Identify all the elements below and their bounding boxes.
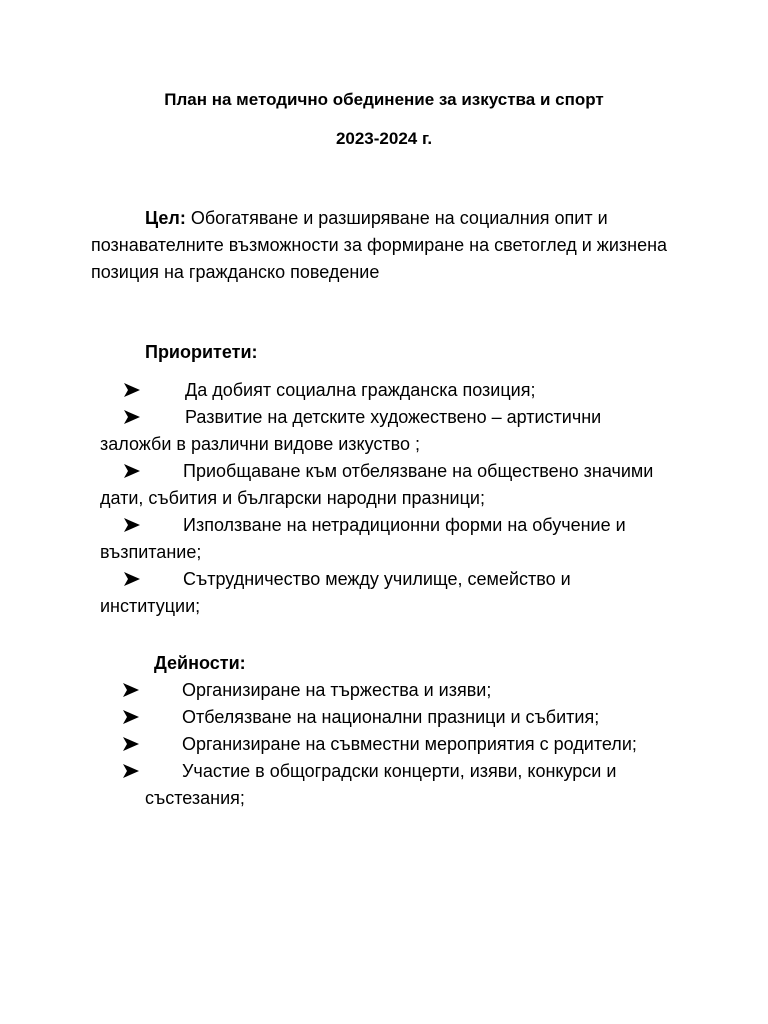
document-year: 2023-2024 г. — [335, 129, 433, 148]
priorities-list — [100, 377, 670, 620]
list-item — [100, 758, 680, 812]
arrowhead-bullet-icon — [123, 518, 141, 532]
arrowhead-bullet-icon — [123, 383, 141, 397]
priority-text: Приобщаване към отбелязване на обществено значими дати, събития и български народни празници; — [100, 461, 654, 508]
list-item — [100, 512, 670, 566]
list-item — [100, 377, 670, 404]
priority-text: Да добият социална гражданска позиция; — [185, 380, 536, 400]
priorities-heading: Приоритети: — [145, 342, 258, 362]
list-item — [100, 404, 670, 458]
goal-paragraph — [91, 205, 671, 286]
priority-text: Сътрудничество между училище, семейство и институции; — [100, 569, 571, 616]
arrowhead-bullet-icon — [123, 464, 141, 478]
activity-text: Организиране на съвместни мероприятия с родители; — [182, 734, 637, 754]
activities-list — [100, 677, 680, 812]
goal-text: Обогатяване и разширяване на социалния опит и познавателните възможности за формиране на светоглед и жизнена позиция на гражданско поведение — [91, 208, 668, 282]
arrowhead-bullet-icon — [122, 764, 140, 778]
list-item — [100, 458, 670, 512]
activity-text: Организиране на тържества и изяви; — [182, 680, 492, 700]
priority-text: Развитие на детските художествено – артистични заложби в различни видове изкуство ; — [100, 407, 602, 454]
arrowhead-bullet-icon — [122, 683, 140, 697]
list-item — [100, 677, 680, 704]
activity-text: Отбелязване на национални празници и събития; — [182, 707, 600, 727]
activities-heading: Дейности: — [154, 653, 246, 673]
priority-text: Използване на нетрадиционни форми на обучение и възпитание; — [100, 515, 626, 562]
goal-label: Цел: — [145, 208, 186, 228]
arrowhead-bullet-icon — [123, 410, 141, 424]
list-item — [100, 566, 670, 620]
list-item — [100, 704, 680, 731]
document-title: План на методично обединение за изкуства и спорт — [164, 90, 604, 109]
arrowhead-bullet-icon — [123, 572, 141, 586]
activity-text: Участие в общоградски концерти, изяви, конкурси и състезания; — [145, 761, 617, 808]
arrowhead-bullet-icon — [122, 710, 140, 724]
arrowhead-bullet-icon — [122, 737, 140, 751]
list-item — [100, 731, 680, 758]
